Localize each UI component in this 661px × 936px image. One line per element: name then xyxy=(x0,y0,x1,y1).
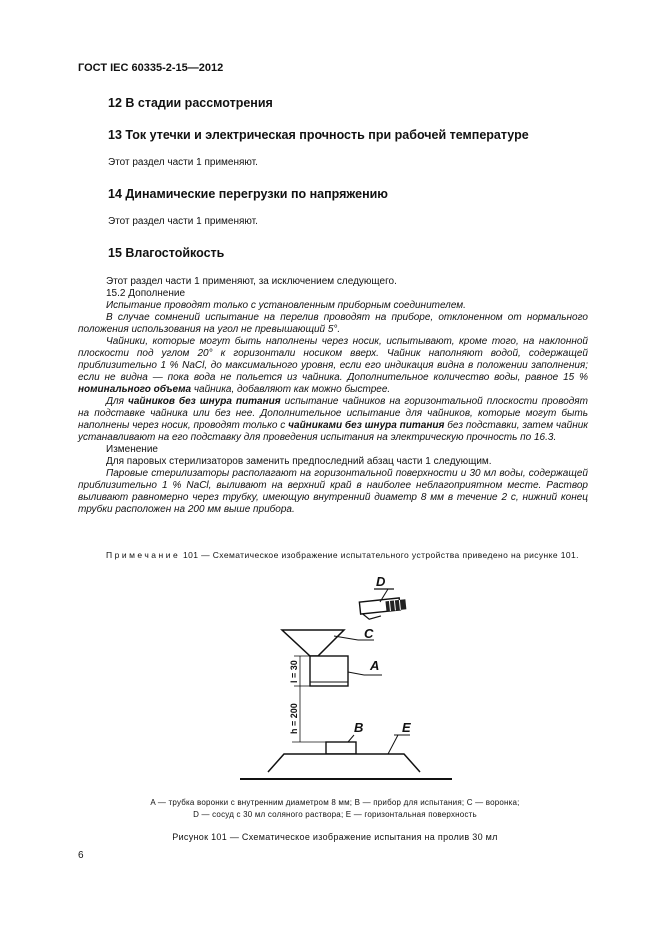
page-number: 6 xyxy=(78,850,84,861)
section-heading-14: 14 Динамические перегрузки по напряжению xyxy=(108,187,388,201)
paragraph-cordless: Для чайников без шнура питания испытание чайников на горизонтальной плоскости проводят на подставке чайника или без нее. Дополнительное испытание для чайников, которые могут быть наполнены через носик, проводят только с чайниками без шнура питания без подставки, затем чайник устанавливают на его подставку для проведения испытания на электрическую прочность по 16.3. xyxy=(78,396,589,443)
figure-legend-line-2: D — сосуд с 30 мл соляного раствора; E — горизонтальная поверхность xyxy=(193,810,477,819)
label-b: B xyxy=(354,720,364,735)
note-101 xyxy=(78,549,588,561)
appliance-b xyxy=(326,742,356,754)
figure-caption: Рисунок 101 — Схематическое изображение испытания на пролив 30 мл xyxy=(172,832,498,842)
document-header: ГОСТ IEC 60335-2-15—2012 xyxy=(78,62,224,74)
label-d: D xyxy=(376,574,386,589)
intro-paragraph: Этот раздел части 1 применяют, за исключением следующего. xyxy=(106,276,397,287)
paragraph-kettles: Чайники, которые могут быть наполнены через носик, испытывают, кроме того, на наклонной плоскости под углом 20° к горизонтали носиком вверх. Чайник наполняют водой, содержащей приблизительно 1 % NaCl, до максимального уровня, если его индикация видна в положении заполнения; если не видна — пока вода не польется из чайника. Дополнительное количество воды, равное 15 % номинального объема чайника, добавляют как можно быстрее. xyxy=(78,336,588,395)
paragraph-sterilizers: Паровые стерилизаторы располагают на горизонтальной поверхности и 30 мл воды, содержащей приблизительно 1 % NaCl, выливают на верхний край в наиболее неблагоприятном месте. Раствор выливают равномерно через трубку, имеющую внутренний диаметр 8 мм в течение 2 с, нижний конец трубки расположен на 200 мм выше прибора. xyxy=(78,468,588,515)
section-13-text: Этот раздел части 1 применяют. xyxy=(108,157,258,168)
section-heading-12: 12 В стадии рассмотрения xyxy=(108,96,273,110)
vessel-d xyxy=(359,597,407,620)
clause-label: 15.2 Дополнение xyxy=(106,288,186,299)
label-e: E xyxy=(402,720,411,735)
label-c: C xyxy=(364,626,374,641)
figure-legend-line-1: A — трубка воронки с внутренним диаметром 8 мм; B — прибор для испытания; C — воронка; xyxy=(150,798,520,807)
funnel-c xyxy=(282,630,344,656)
note-label: Примечание xyxy=(106,550,181,560)
paragraph-doubt: В случае сомнений испытание на перелив проводят на приборе, отклоненном от нормального положения использования на угол не превышающий 5°. xyxy=(78,312,588,335)
section-15-body xyxy=(78,276,588,516)
paragraph-connector: Испытание проводят только с установленным приборным соединителем. xyxy=(106,300,466,311)
surface-e xyxy=(268,754,420,772)
dimension-l: l = 30 xyxy=(289,660,299,683)
section-heading-13: 13 Ток утечки и электрическая прочность при рабочей температуре xyxy=(108,128,529,142)
change-text: Для паровых стерилизаторов заменить предпоследний абзац части 1 следующим. xyxy=(106,456,492,467)
figure-101-diagram xyxy=(230,572,460,787)
dimension-h: h = 200 xyxy=(289,703,299,734)
section-heading-15: 15 Влагостойкость xyxy=(108,246,225,260)
change-label: Изменение xyxy=(106,444,158,455)
section-14-text: Этот раздел части 1 применяют. xyxy=(108,216,258,227)
label-a: A xyxy=(370,658,380,673)
note-text: 101 — Схематическое изображение испытательного устройства приведено на рисунке 101. xyxy=(180,550,579,560)
